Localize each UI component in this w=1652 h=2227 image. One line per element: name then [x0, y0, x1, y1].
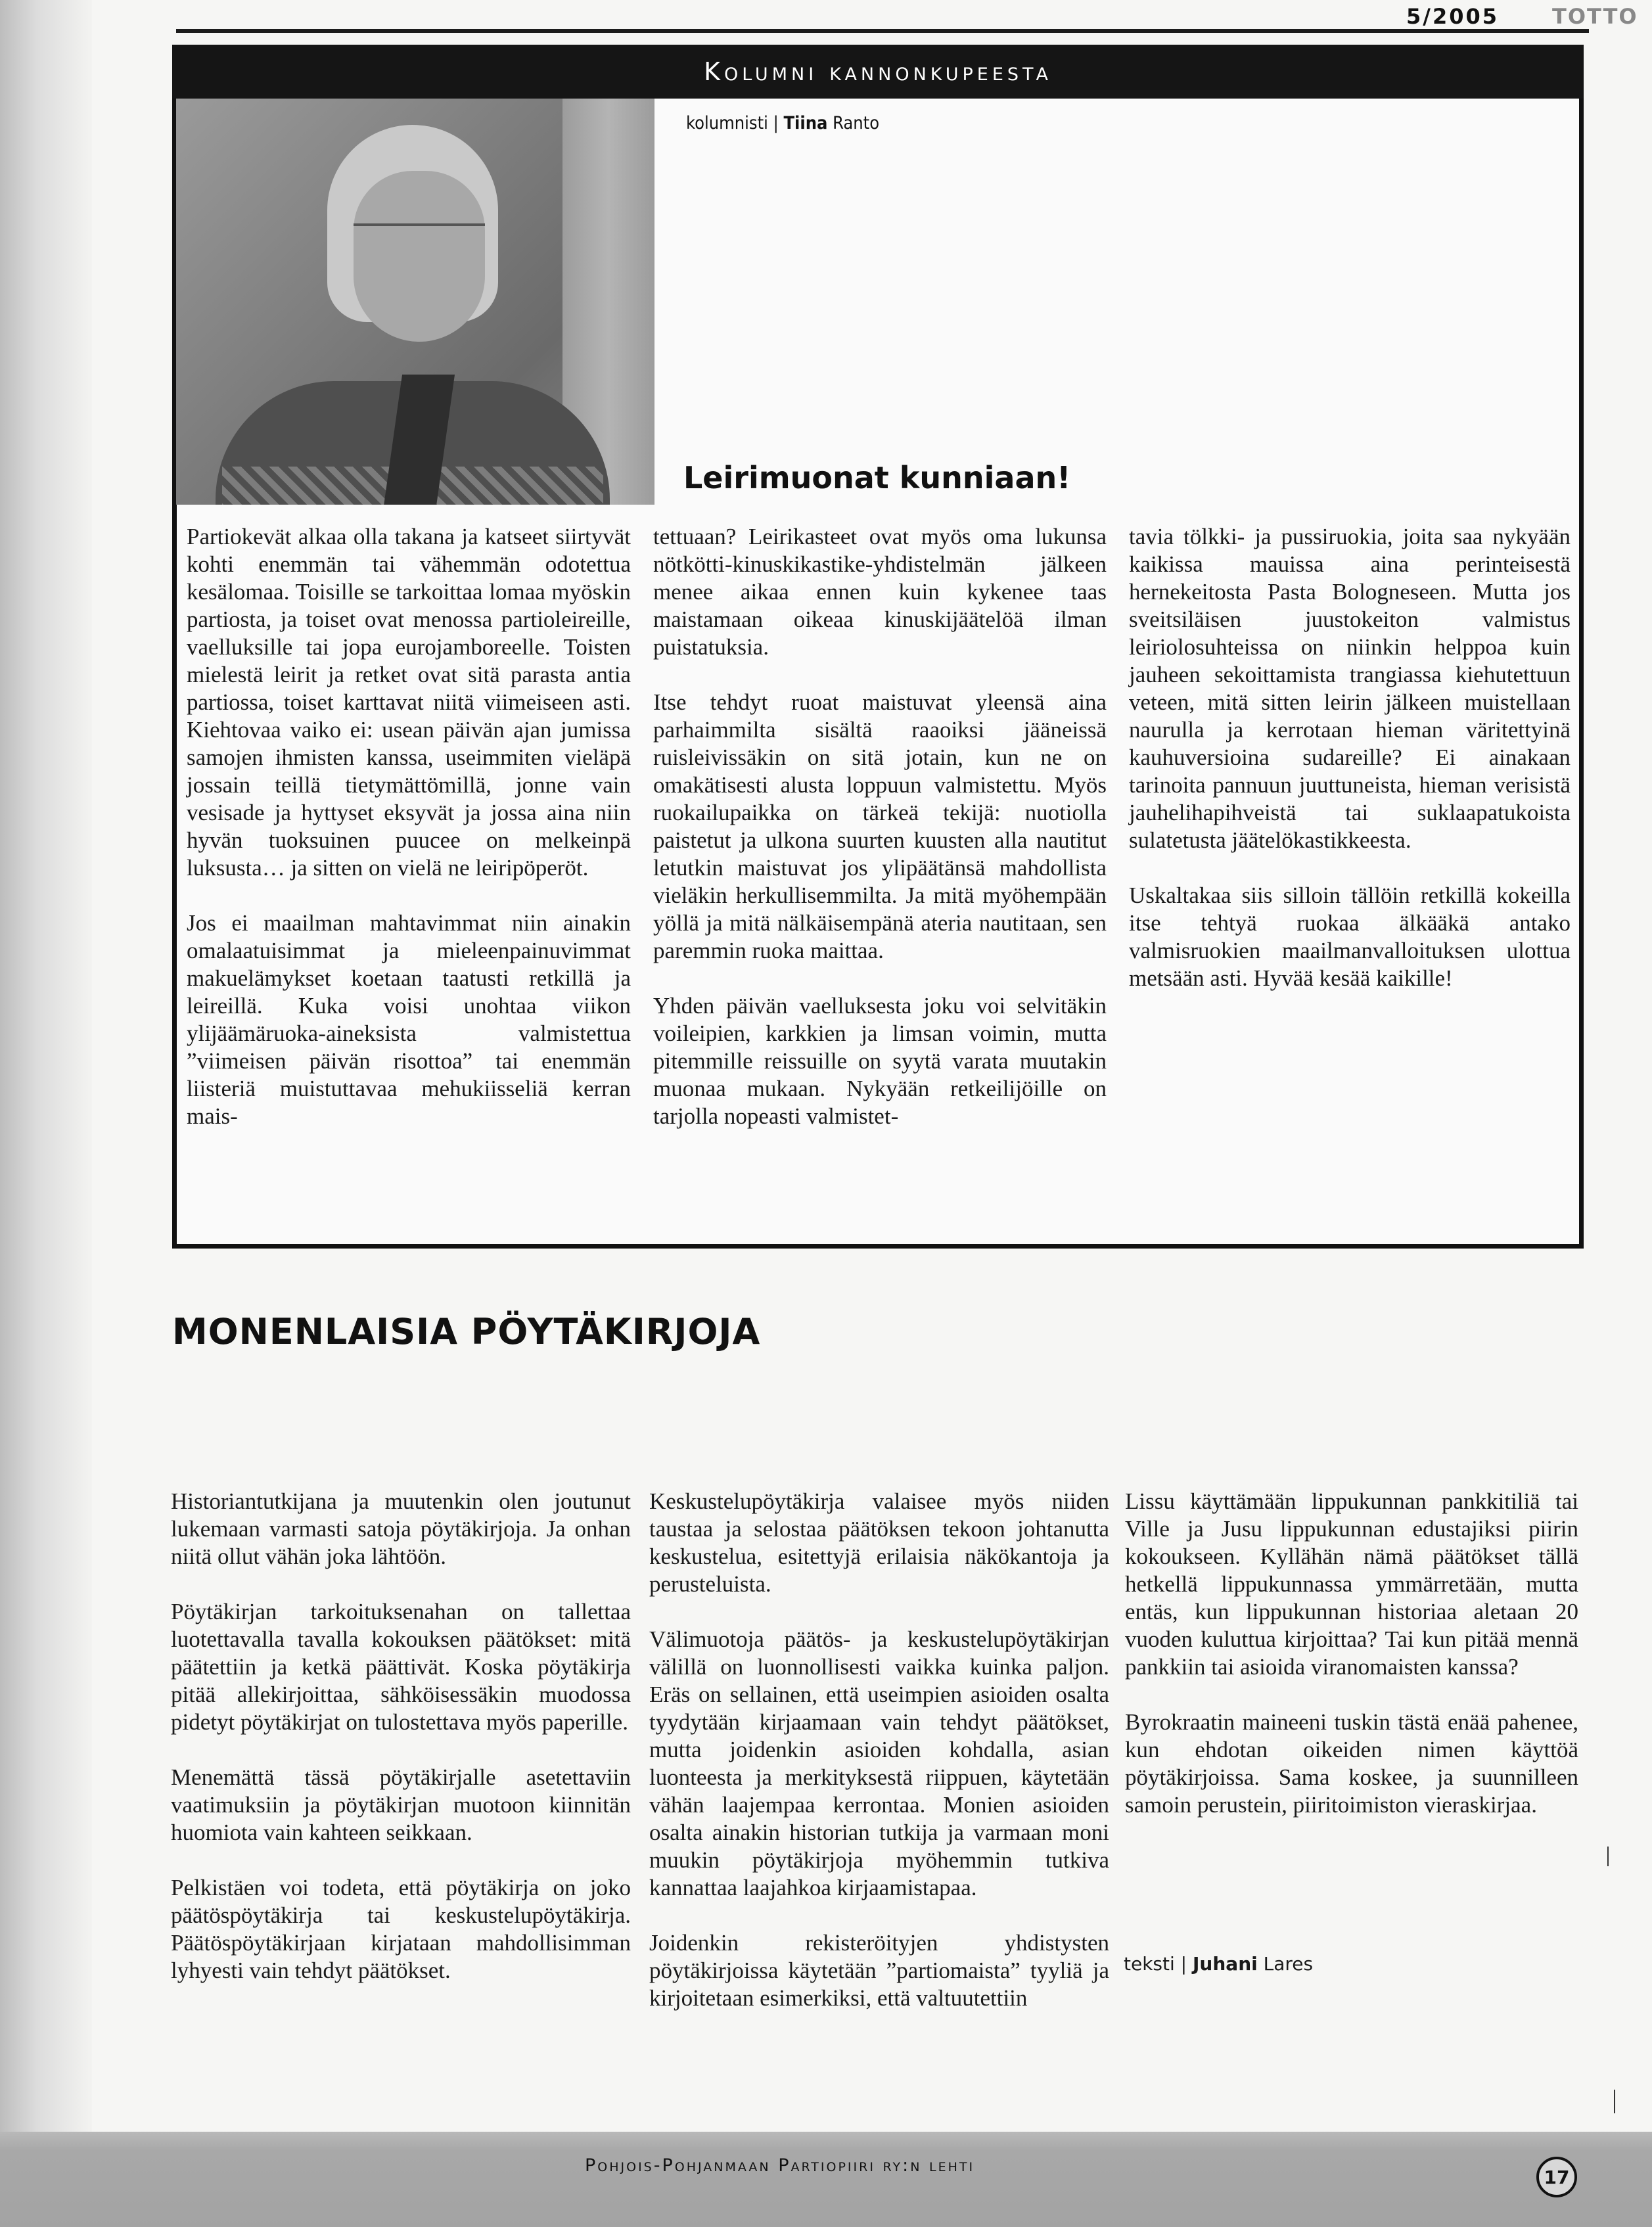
- column-banner: [172, 45, 1584, 99]
- page-gutter-shadow: [0, 0, 92, 2227]
- column-text-col-3: [1129, 523, 1571, 1020]
- columnist-photo: [176, 99, 654, 505]
- paragraph: Välimuotoja päätös- ja keskustelupöytäkirjan välillä on luonnollisesti vaikka kuinka paljon. Eräs on sellainen, että useimpien asioiden osalta tyydytään kirjaamaan vain tehdyt päätökset, mutta joidenkin asioiden kohdalla, asian luonteesta ja merkityksestä riippuen, käytetään vähän laajempaa kerrontaa. Monien asioiden osalta ainakin historian tutkija ja varmaan moni muukin pöytäkirjoja myöhemmin tutkiva kannattaa laajahkoa kirjaamistapaa.: [649, 1626, 1109, 1900]
- article-text-col-3: [1125, 1488, 1578, 1847]
- author-first-name: Juhani: [1193, 1953, 1258, 1975]
- paragraph: Jos ei maailman mahtavimmat niin ainakin omalaatuisimmat ja mieleenpainuvimmat makuelämykset koetaan taatusti retkillä ja leireillä. Kuka voisi unohtaa viikon ylijäämäruoka-aineksista valmistettua ”viimeisen päivän risottoa” tai enemmän liisteriä muistuttavaa mehukiisseliä kerran mais-: [187, 910, 631, 1129]
- paragraph: Pelkistäen voi todeta, että pöytäkirja on joko päätöspöytäkirja tai keskustelupöytäkirja. Päätöspöytäkirjaan kirjataan mahdollisimman lyhyesti vain tehdyt päätökset.: [171, 1875, 631, 1983]
- paragraph: Keskustelupöytäkirja valaisee myös niiden taustaa ja selostaa päätöksen tekoon johtanutta keskustelua, esitettyjä erilaisia näkökantoja ja perusteluista.: [649, 1488, 1109, 1597]
- top-rule: [176, 29, 1589, 33]
- magazine-name: TOTTO: [1552, 4, 1638, 29]
- byline-last-name: Ranto: [833, 113, 880, 133]
- paragraph: Partiokevät alkaa olla takana ja katseet siirtyvät kohti enemmän tai vähemmän odotettua kesälomaa. Toisille se tarkoittaa lomaa myöskin partiosta, ja toiset ovat menossa partioleireille, vaelluksille tai jopa eurojamboreelle. Toisten mielestä leirit ja retket ovat sitä parasta antia partiossa, toiset karttavat niitä viimeiseen asti. Kiehtovaa vaiko ei: usean päivän ajan jumissa samojen ihmisten kanssa, useimmiten vieläpä jossain teillä tietymättömillä, jonne vain vesisade ja hyttyset eksyvät ja jossa aina niin hyvän tuoksuinen puucee on melkeinpä luksusta… ja sitten on vielä ne leiripöperöt.: [187, 524, 631, 881]
- paragraph: Menemättä tässä pöytäkirjalle asetettaviin vaatimuksiin ja pöytäkirjan muotoon kiinnitän huomiota vain kahteen seikkaan.: [171, 1764, 631, 1845]
- byline-role: kolumnisti: [686, 113, 768, 133]
- paragraph: Yhden päivän vaelluksesta joku voi selvitäkin voileipien, karkkien ja limsan voimin, mutta pitemmille reissuille on syytä varata muutakin muonaa mukaan. Nykyään retkeilijöille on tarjolla nopeasti valmistet-: [653, 993, 1107, 1129]
- page-number: 17: [1536, 2157, 1577, 2197]
- paragraph: Historiantutkijana ja muutenkin olen joutunut lukemaan varmasti satoja pöytäkirjoja. Ja onhan niitä ollut vähän joka lähtöön.: [171, 1488, 631, 1569]
- paragraph: Lissu käyttämään lippukunnan pankkitiliä tai Ville ja Jusu lippukunnan edustajiksi piirin kokoukseen. Kyllähän nämä päätökset tällä hetkellä lippukunnassa ymmärretään, mutta entäs, kun lippukunnan historiaa aletaan 20 vuoden kuluttua kirjoittaa? Tai kun pitää mennä pankkiin tai asioida viranomaisten kanssa?: [1125, 1488, 1578, 1680]
- article-title: MONENLAISIA PÖYTÄKIRJOJA: [172, 1311, 761, 1352]
- paragraph: Byrokraatin maineeni tuskin tästä enää pahenee, kun ehdotan oikeiden nimen käyttöä pöytäkirjoissa. Sama koskee, ja suunnilleen samoin perustein, piiritoimiston vieraskirjaa.: [1125, 1709, 1578, 1818]
- column-banner-title: Kolumni kannonkupeesta: [704, 57, 1052, 86]
- footer-band: [0, 2132, 1652, 2227]
- issue-number: 5/2005: [1406, 4, 1500, 29]
- byline-first-name: Tiina: [783, 113, 828, 133]
- paragraph: Pöytäkirjan tarkoituksenahan on tallettaa luotettavalla tavalla kokouksen päätökset: mitä päätettiin ja ketkä päättivät. Koska pöytäkirja pitää allekirjoittaa, sähköisessäkin muodossa pidetyt pöytäkirjat on tulostettava myös paperille.: [171, 1599, 631, 1735]
- paragraph: Joidenkin rekisteröityjen yhdistysten pöytäkirjoissa käytetään ”partiomaista” tyyliä ja kirjoitetaan esimerkiksi, että valtuutettiin: [649, 1930, 1109, 2011]
- paragraph: tavia tölkki- ja pussiruokia, joita saa nykyään kaikissa mauissa aina perinteisestä hernekeitosta Pasta Bologneseen. Mutta jos sveitsiläisen juustokeiton valmistus leiriolosuhteissa on niinkin helppoa kuin jauheen sekoittamista trangiassa kiehutettuun veteen, mitä sitten leirin jälkeen muistellaan naurulla ja kerrotaan hieman väritettyinä kauhuversioina sudareille? Ei ainakaan tarinoita pannuun juuttuneista, hieman verisistä jauhelihapihveistä tai suklaapatukoista sulatetusta jäätelökastikkeesta.: [1129, 524, 1571, 853]
- paragraph: tettuaan? Leirikasteet ovat myös oma lukunsa nötkötti-kinuskikastike-yhdistelmän jälkeen menee aikaa ennen kuin kykenee taas maistamaan oikeaa kinuskijäätelöä ilman puistatuksia.: [653, 524, 1107, 660]
- author-role: teksti: [1124, 1953, 1175, 1975]
- article-text-col-1: [171, 1488, 631, 2012]
- margin-mark: [1614, 2090, 1615, 2113]
- column-text-col-2: [653, 523, 1107, 1158]
- byline-separator: |: [773, 113, 779, 133]
- column-text-col-1: [187, 523, 631, 1158]
- margin-mark: [1607, 1847, 1609, 1866]
- columnist-byline: [686, 113, 879, 133]
- paragraph: Itse tehdyt ruoat maistuvat yleensä aina parhaimmilta sisältä raaoiksi jääneissä ruisleivissäkin on sitä jotain, kun ne on omakätisesti alusta loppuun valmistettu. Myös ruokailupaikka on tärkeä tekijä: nuotiolla paistetut ja ulkona suurten kuusten alla nautitut letutkin maistuvat jos ylipäätänsä mahdollista vieläkin herkullisemmilta. Ja mitä myöhempään yöllä ja mitä nälkäisempänä ateria nautitaan, sen paremmin ruoka maittaa.: [653, 689, 1107, 963]
- article-author: [1124, 1953, 1313, 1975]
- author-last-name: Lares: [1263, 1953, 1314, 1975]
- footer-publication: Pohjois-Pohjanmaan Partiopiiri ry:n lehti: [585, 2155, 975, 2176]
- paragraph: Uskaltakaa siis silloin tällöin retkillä kokeilla itse tehtyä ruokaa älkääkä antako valmisruokien maailmanvalloituksen ulottua metsään asti. Hyvää kesää kaikille!: [1129, 883, 1571, 991]
- column-title: Leirimuonat kunniaan!: [683, 460, 1071, 495]
- article-text-col-2: [649, 1488, 1109, 2040]
- author-separator: |: [1180, 1953, 1187, 1975]
